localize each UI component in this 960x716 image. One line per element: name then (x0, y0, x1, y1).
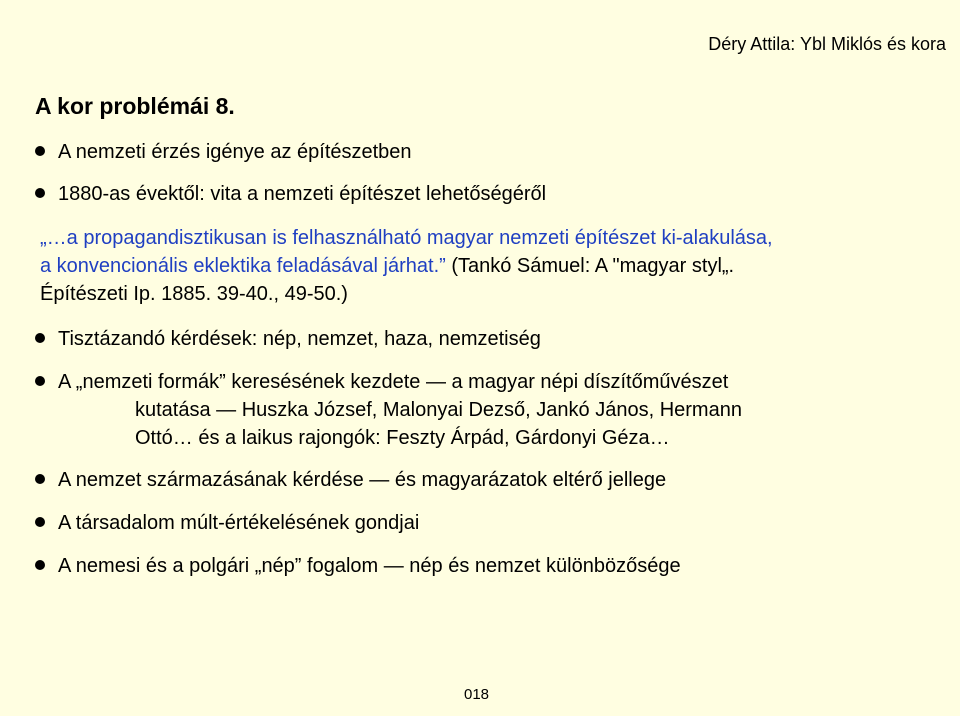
bullet-item-3 (35, 325, 541, 353)
bullet-text-1: A nemzeti érzés igénye az építészetben (58, 141, 412, 163)
bullet-dot-icon (35, 188, 45, 198)
bullet-text-5: A nemzet származásának kérdése — és magyarázatok eltérő jellege (58, 469, 667, 491)
bullet-text-3: Tisztázandó kérdések: nép, nemzet, haza, nemzetiség (58, 328, 541, 350)
bullet-dot-icon (35, 474, 45, 484)
bullet-dot-icon (35, 376, 45, 386)
bullet-text-4-line-2: kutatása — Huszka József, Malonyai Dezső, Jankó János, Hermann (135, 399, 742, 421)
bullet-item-1 (35, 138, 412, 166)
bullet-item-6 (35, 509, 419, 537)
bullet-dot-icon (35, 146, 45, 156)
bullet-text-7: A nemesi és a polgári „nép” fogalom — nép és nemzet különbözősége (58, 555, 681, 577)
bullet-text-6: A társadalom múlt-értékelésének gondjai (58, 512, 420, 534)
bullet-item-2 (35, 180, 546, 208)
bullet-text-4-line-3: Ottó… és a laikus rajongók: Feszty Árpád, Gárdonyi Géza… (135, 427, 670, 449)
bullet-item-7 (35, 552, 681, 580)
bullet-item-5 (35, 466, 666, 494)
quote-line-3: Építészeti Ip. 1885. 39-40., 49-50.) (40, 283, 348, 305)
bullet-dot-icon (35, 333, 45, 343)
quote-block (40, 224, 945, 308)
bullet-item-4 (35, 368, 728, 396)
bullet-dot-icon (35, 517, 45, 527)
bullet-dot-icon (35, 560, 45, 570)
quote-line-1: „…a propagandisztikusan is felhasználható magyar nemzeti építészet ki-alakulása, (40, 227, 773, 249)
slide-header: Déry Attila: Ybl Miklós és kora (708, 34, 946, 54)
page-number: 018 (464, 686, 490, 703)
quote-line-2-blue: a konvencionális eklektika feladásával járhat.” (40, 255, 446, 277)
bullet-text-2: 1880-as évektől: vita a nemzeti építészet lehetőségéről (58, 183, 547, 205)
quote-line-2 (40, 252, 945, 280)
quote-line-2-source: (Tankó Sámuel: A "magyar styl„. (445, 255, 735, 277)
bullet-text-4-line-1: A „nemzeti formák” keresésének kezdete — a magyar népi díszítőművészet (58, 371, 729, 393)
slide-title: A kor problémái 8. (35, 93, 235, 119)
